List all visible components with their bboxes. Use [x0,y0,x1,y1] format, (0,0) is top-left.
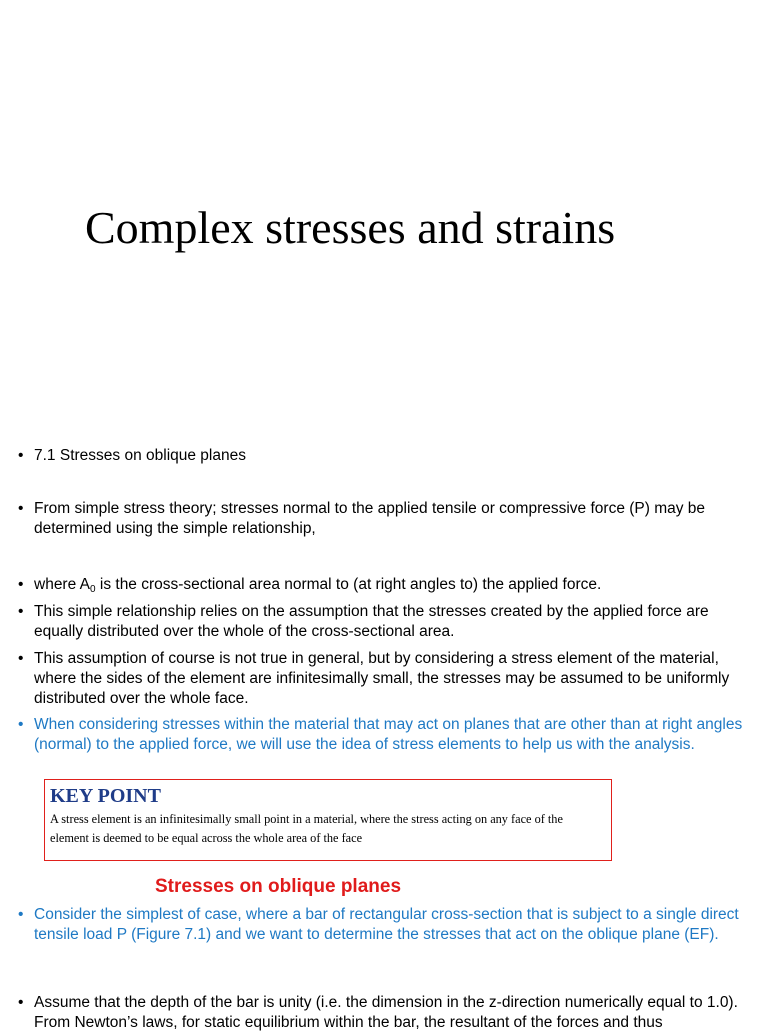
bullet-item [18,499,746,539]
bullet-item [18,905,746,945]
bullet-marker: • [18,500,24,517]
bullet-text: This assumption of course is not true in general, but by considering a stress element of the material, where the sides of the element are infinitesimally small, the stresses may be assumed to be uniformly distributed over the whole face. [34,650,730,707]
bullet-item [18,993,746,1033]
key-point-box [44,779,612,861]
bullet-text: When considering stresses within the material that may act on planes that are other than at right angles (normal) to the applied force, we will use the idea of stress elements to help us with the analysis. [34,716,743,753]
section-heading: Stresses on oblique planes [155,876,402,897]
bullet-marker: • [18,906,24,923]
bullet-marker: • [18,650,24,667]
bullet-text: From simple stress theory; stresses normal to the applied tensile or compressive force (P) may be determined using the simple relationship, [34,500,706,537]
bullet-text-end: is the cross-sectional area normal to (at right angles to) the applied force. [95,576,602,593]
bullet-item [18,575,746,600]
bullet-text: This simple relationship relies on the assumption that the stresses created by the applied force are equally distributed over the whole of the cross-sectional area. [34,603,709,640]
bullet-text: 7.1 Stresses on oblique planes [34,447,246,464]
bullet-text-start: where A [34,576,91,593]
bullet-item [18,715,746,755]
key-point-text: A stress element is an infinitesimally small point in a material, where the stress acting on any face of the element is deemed to be equal across the whole area of the face [50,812,563,845]
bullet-marker: • [18,447,24,464]
subscript-zero: 0 [90,584,96,595]
key-point-title: KEY POINT [50,785,161,807]
bullet-item [18,602,746,642]
bullet-marker: • [18,576,24,593]
bullet-item [18,649,746,709]
bullet-marker: • [18,603,24,620]
bullet-marker: • [18,716,24,733]
bullet-item [18,446,746,466]
bullet-text: Assume that the depth of the bar is unity (i.e. the dimension in the z-direction numerically equal to 1.0). From Newton’s laws, for static equilibrium within the bar, the resultant of the forces and thus [34,994,738,1031]
bullet-marker: • [18,994,24,1011]
bullet-text: Consider the simplest of case, where a bar of rectangular cross-section that is subject to a single direct tensile load P (Figure 7.1) and we want to determine the stresses that act on the oblique plane (EF). [34,906,739,943]
slide-title: Complex stresses and strains [85,202,616,253]
